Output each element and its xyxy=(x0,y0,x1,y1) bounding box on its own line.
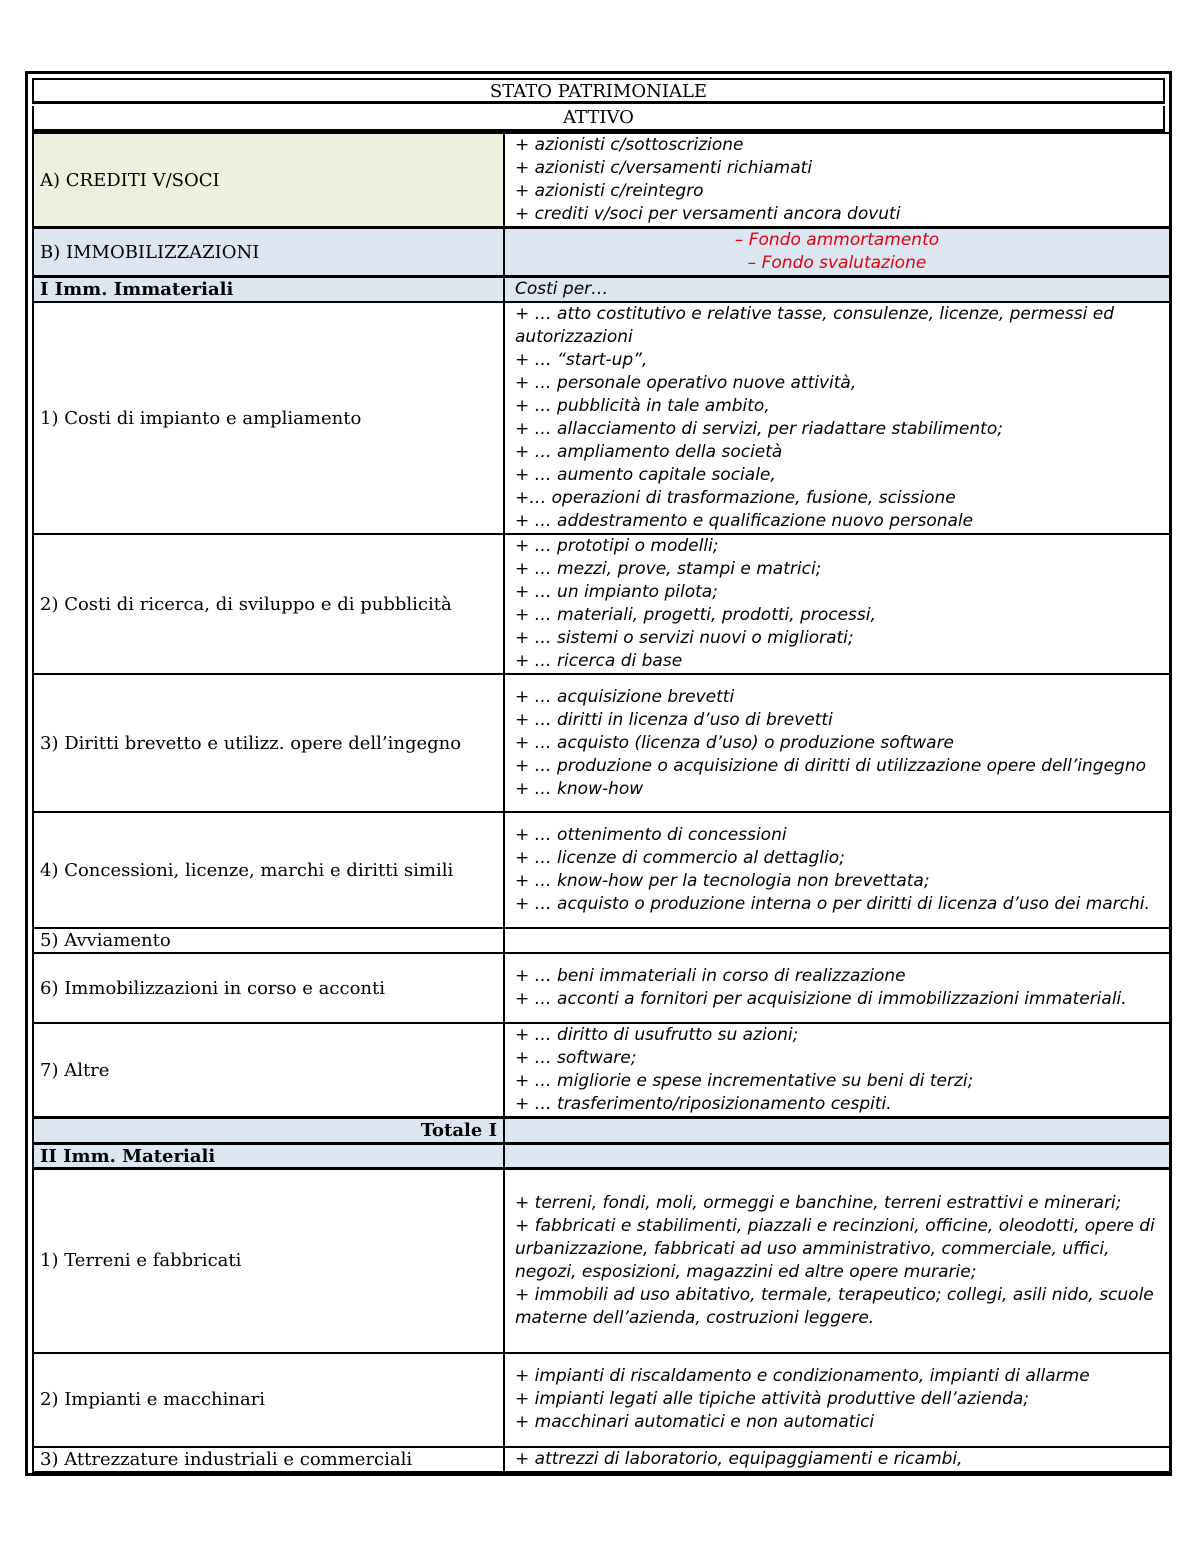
table-row xyxy=(33,228,1170,277)
row-label: 5) Avviamento xyxy=(33,928,504,953)
list-item: + … know-how per la tecnologia non brevettata; xyxy=(515,871,930,891)
row-label: 2) Costi di ricerca, di sviluppo e di pubblicità xyxy=(33,534,504,674)
fondo-svalutazione: – Fondo svalutazione xyxy=(747,253,927,273)
costi-per-label: Costi per… xyxy=(504,277,1170,303)
list-item: + … sistemi o servizi nuovi o migliorati; xyxy=(515,628,854,648)
list-item: + … personale operativo nuove attività, xyxy=(515,373,857,393)
list-item: + … mezzi, prove, stampi e matrici; xyxy=(515,559,822,579)
table-row xyxy=(33,534,1170,674)
materiali-label: II Imm. Materiali xyxy=(33,1144,504,1169)
list-item: + … software; xyxy=(515,1048,637,1068)
list-item: + … allacciamento di servizi, per riadattare stabilimento; xyxy=(515,419,1003,439)
row-items xyxy=(504,812,1170,928)
list-item: + … un impianto pilota; xyxy=(515,582,718,602)
materiali-empty xyxy=(504,1144,1170,1169)
list-item: + … diritto di usufrutto su azioni; xyxy=(515,1025,799,1045)
list-item: + … addestramento e qualificazione nuovo personale xyxy=(515,511,974,531)
totale-label: Totale I xyxy=(33,1118,504,1144)
table-row xyxy=(33,1023,1170,1118)
table-row xyxy=(33,133,1170,228)
list-item: + … prototipi o modelli; xyxy=(515,536,719,556)
list-item: + crediti v/soci per versamenti ancora dovuti xyxy=(515,204,901,224)
list-item: + … ottenimento di concessioni xyxy=(515,825,787,845)
list-item: + … acconti a fornitori per acquisizione di immobilizzazioni immateriali. xyxy=(515,989,1127,1009)
table-row xyxy=(33,928,1170,953)
list-item: + … ampliamento della società xyxy=(515,442,783,462)
table-row xyxy=(33,812,1170,928)
row-items xyxy=(504,1023,1170,1118)
totale-value xyxy=(504,1118,1170,1144)
list-item: + … migliorie e spese incrementative su beni di terzi; xyxy=(515,1071,974,1091)
list-item: + … licenze di commercio al dettaglio; xyxy=(515,848,845,868)
list-item: + … beni immateriali in corso di realizzazione xyxy=(515,966,906,986)
row-label: 4) Concessioni, licenze, marchi e diritti simili xyxy=(33,812,504,928)
row-items xyxy=(504,1447,1170,1472)
list-item: + azionisti c/sottoscrizione xyxy=(515,135,744,155)
list-item: + … pubblicità in tale ambito, xyxy=(515,396,770,416)
list-item: + impianti legati alle tipiche attività produttive dell’azienda; xyxy=(515,1389,1030,1409)
table-subtitle: ATTIVO xyxy=(32,106,1165,132)
row-label: 3) Attrezzature industriali e commerciali xyxy=(33,1447,504,1472)
immobilizzazioni-label: B) IMMOBILIZZAZIONI xyxy=(33,228,504,277)
row-items xyxy=(504,302,1170,534)
list-item: + attrezzi di laboratorio, equipaggiamenti e ricambi, xyxy=(515,1448,963,1469)
table-row xyxy=(33,1353,1170,1447)
table-row xyxy=(33,953,1170,1023)
crediti-label: A) CREDITI V/SOCI xyxy=(33,133,504,228)
table-row xyxy=(33,1169,1170,1353)
list-item: + impianti di riscaldamento e condizionamento, impianti di allarme xyxy=(515,1366,1090,1386)
row-items xyxy=(504,534,1170,674)
row-label: 1) Costi di impianto e ampliamento xyxy=(33,302,504,534)
table-row xyxy=(33,302,1170,534)
list-item: + … acquisto (licenza d’uso) o produzione software xyxy=(515,732,955,753)
fondo-ammortamento: – Fondo ammortamento xyxy=(734,230,940,250)
row-items xyxy=(504,928,1170,953)
table-title: STATO PATRIMONIALE xyxy=(32,78,1165,104)
crediti-items xyxy=(504,133,1170,228)
balance-sheet-grid xyxy=(32,132,1171,1473)
list-item: + macchinari automatici e non automatici xyxy=(515,1412,875,1432)
list-item: + terreni, fondi, moli, ormeggi e banchine, terreni estrattivi e minerari; xyxy=(515,1192,1122,1213)
list-item: + … produzione o acquisizione di diritti di utilizzazione opere dell’ingegno xyxy=(515,755,1147,776)
immateriali-label: I Imm. Immateriali xyxy=(33,277,504,303)
list-item: +… operazioni di trasformazione, fusione, scissione xyxy=(515,488,956,508)
list-item: + … acquisizione brevetti xyxy=(515,686,735,707)
list-item: + azionisti c/versamenti richiamati xyxy=(515,158,813,178)
row-items xyxy=(504,1353,1170,1447)
list-item: + … aumento capitale sociale, xyxy=(515,465,776,485)
section-header-row xyxy=(33,1144,1170,1169)
list-item: + azionisti c/reintegro xyxy=(515,181,704,201)
section-header-row xyxy=(33,277,1170,303)
row-label: 2) Impianti e macchinari xyxy=(33,1353,504,1447)
list-item: + … trasferimento/riposizionamento cespiti. xyxy=(515,1094,892,1114)
list-item: + … ricerca di base xyxy=(515,651,683,671)
row-label: 6) Immobilizzazioni in corso e acconti xyxy=(33,953,504,1023)
row-items xyxy=(504,674,1170,812)
row-label: 3) Diritti brevetto e utilizz. opere dell’ingegno xyxy=(33,674,504,812)
stato-patrimoniale-table xyxy=(25,71,1172,1476)
list-item: + … diritti in licenza d’uso di brevetti xyxy=(515,709,833,730)
table-row xyxy=(33,674,1170,812)
row-items xyxy=(504,1169,1170,1353)
list-item: + … atto costitutivo e relative tasse, consulenze, licenze, permessi ed autorizzazioni xyxy=(515,304,1114,347)
row-label: 1) Terreni e fabbricati xyxy=(33,1169,504,1353)
fondi-cell xyxy=(504,228,1170,277)
row-items xyxy=(504,953,1170,1023)
list-item: + fabbricati e stabilimenti, piazzali e recinzioni, officine, oleodotti, opere di urbanizzazione, fabbricati ad uso amministrativo, commerciale, uffici, negozi, esposizioni, magazzini ed altre opere murarie; xyxy=(515,1215,1155,1282)
list-item: + … materiali, progetti, prodotti, processi, xyxy=(515,605,876,625)
list-item: + … acquisto o produzione interna o per diritti di licenza d’uso dei marchi. xyxy=(515,894,1150,914)
total-row xyxy=(33,1118,1170,1144)
table-row xyxy=(33,1447,1170,1472)
row-label: 7) Altre xyxy=(33,1023,504,1118)
list-item: + … know-how xyxy=(515,778,644,799)
list-item: + … “start-up”, xyxy=(515,350,648,370)
list-item: + immobili ad uso abitativo, termale, terapeutico; collegi, asili nido, scuole materne dell’azienda, costruzioni leggere. xyxy=(515,1284,1154,1328)
